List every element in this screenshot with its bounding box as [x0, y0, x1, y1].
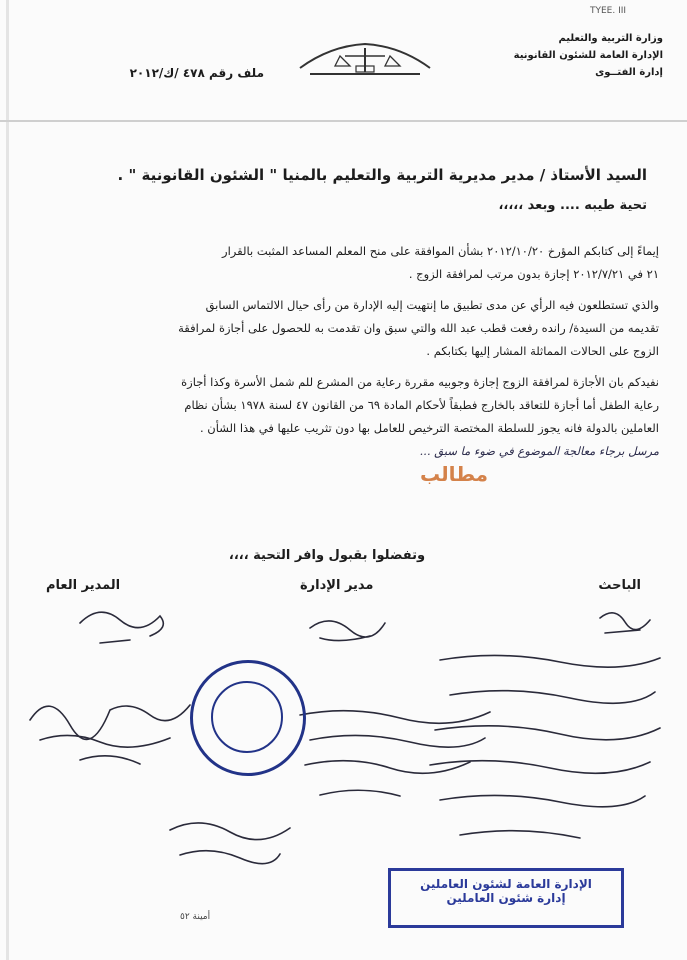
- rectangular-stamp: [388, 868, 624, 928]
- round-stamp: [190, 660, 306, 776]
- handwritten-signature-bottom: [160, 810, 300, 880]
- round-stamp-inner: [211, 681, 283, 753]
- researcher-signature: [600, 613, 650, 633]
- closing-line: وتفضلوا بقبول وافر التحية ،،،،: [228, 548, 426, 563]
- addressee-line: السيد الأستاذ / مدير مديرية التربية والتعليم بالمنيا " الشئون القانونية " .: [117, 166, 647, 184]
- ministry-heading: [473, 30, 663, 81]
- body-line: الزوج على الحالات المماثلة المشار إليها بكتابكم .: [426, 344, 659, 358]
- body-line: رعاية الطفل أما أجازة للتعاقد بالخارج فطبقاً لأحكام المادة ٦٩ من القانون ٤٧ لسنة ١٩٧٨ بشأن نظام: [184, 398, 659, 412]
- corner-tag: TYEE. III: [590, 6, 627, 16]
- greeting-line: تحية طيبه .... وبعد ،،،،،: [498, 198, 647, 213]
- watermark: مطالب: [420, 462, 489, 486]
- letter-body: [19, 240, 659, 463]
- manager-label: مدير الإدارة: [300, 578, 374, 593]
- header-divider: [0, 120, 687, 122]
- director-signature: [80, 612, 163, 643]
- body-line: تقديمه من السيدة/ رانده رفعت قطب عبد الله والتي سبق وان تقدمت به للحصول على أجازة لمرافقة: [178, 321, 659, 335]
- ministry-line: إدارة الفتــوى: [595, 67, 663, 78]
- researcher-label: الباحث: [598, 578, 641, 593]
- body-line: والذي تستطلعون فيه الرأي عن مدى تطبيق ما إنتهيت إليه الإدارة من رأى حيال الالتماس السابق: [205, 298, 659, 312]
- ministry-line: الإدارة العامة للشئون القانونية: [513, 50, 663, 61]
- body-line: نفيدكم بان الأجازة لمرافقة الزوج إجازة وجوبيه مقررة رعاية من المشرع للم شمل الأسرة وكذا أجازة: [181, 375, 659, 389]
- director-label: المدير العام: [46, 578, 121, 593]
- handwritten-signature-left: [20, 680, 200, 780]
- body-line: إيماءً إلى كتابكم المؤرخ ٢٠١٢/١٠/٢٠ بشأن الموافقة على منح المعلم المساعد المثبت بالقرار: [222, 244, 659, 258]
- scan-edge: [6, 0, 9, 960]
- body-line: العاملين بالدولة فانه يجوز للسلطة المختصة الترخيص للعامل بها دون تثريب عليها في هذا الشأن .: [199, 421, 659, 435]
- stamp-line: إدارة شئون العاملين: [446, 891, 566, 905]
- manager-signature: [310, 621, 385, 641]
- ministry-line: وزارة التربية والتعليم: [558, 33, 663, 44]
- scales-emblem-icon: [290, 38, 440, 82]
- body-line: ٢١ في ٢٠١٢/٧/٢١ إجازة بدون مرتب لمرافقة الزوج .: [408, 267, 659, 281]
- file-number: ملف رقم ٤٧٨ /ك/٢٠١٢: [129, 66, 264, 80]
- stamp-line: الإدارة العامة لشئون العاملين: [420, 877, 592, 891]
- footer-note: أمينة ٥٢: [180, 912, 211, 922]
- body-line: مرسل برجاء معالجة الموضوع في ضوء ما سبق ...: [419, 444, 659, 458]
- handwritten-note-right: [420, 640, 670, 860]
